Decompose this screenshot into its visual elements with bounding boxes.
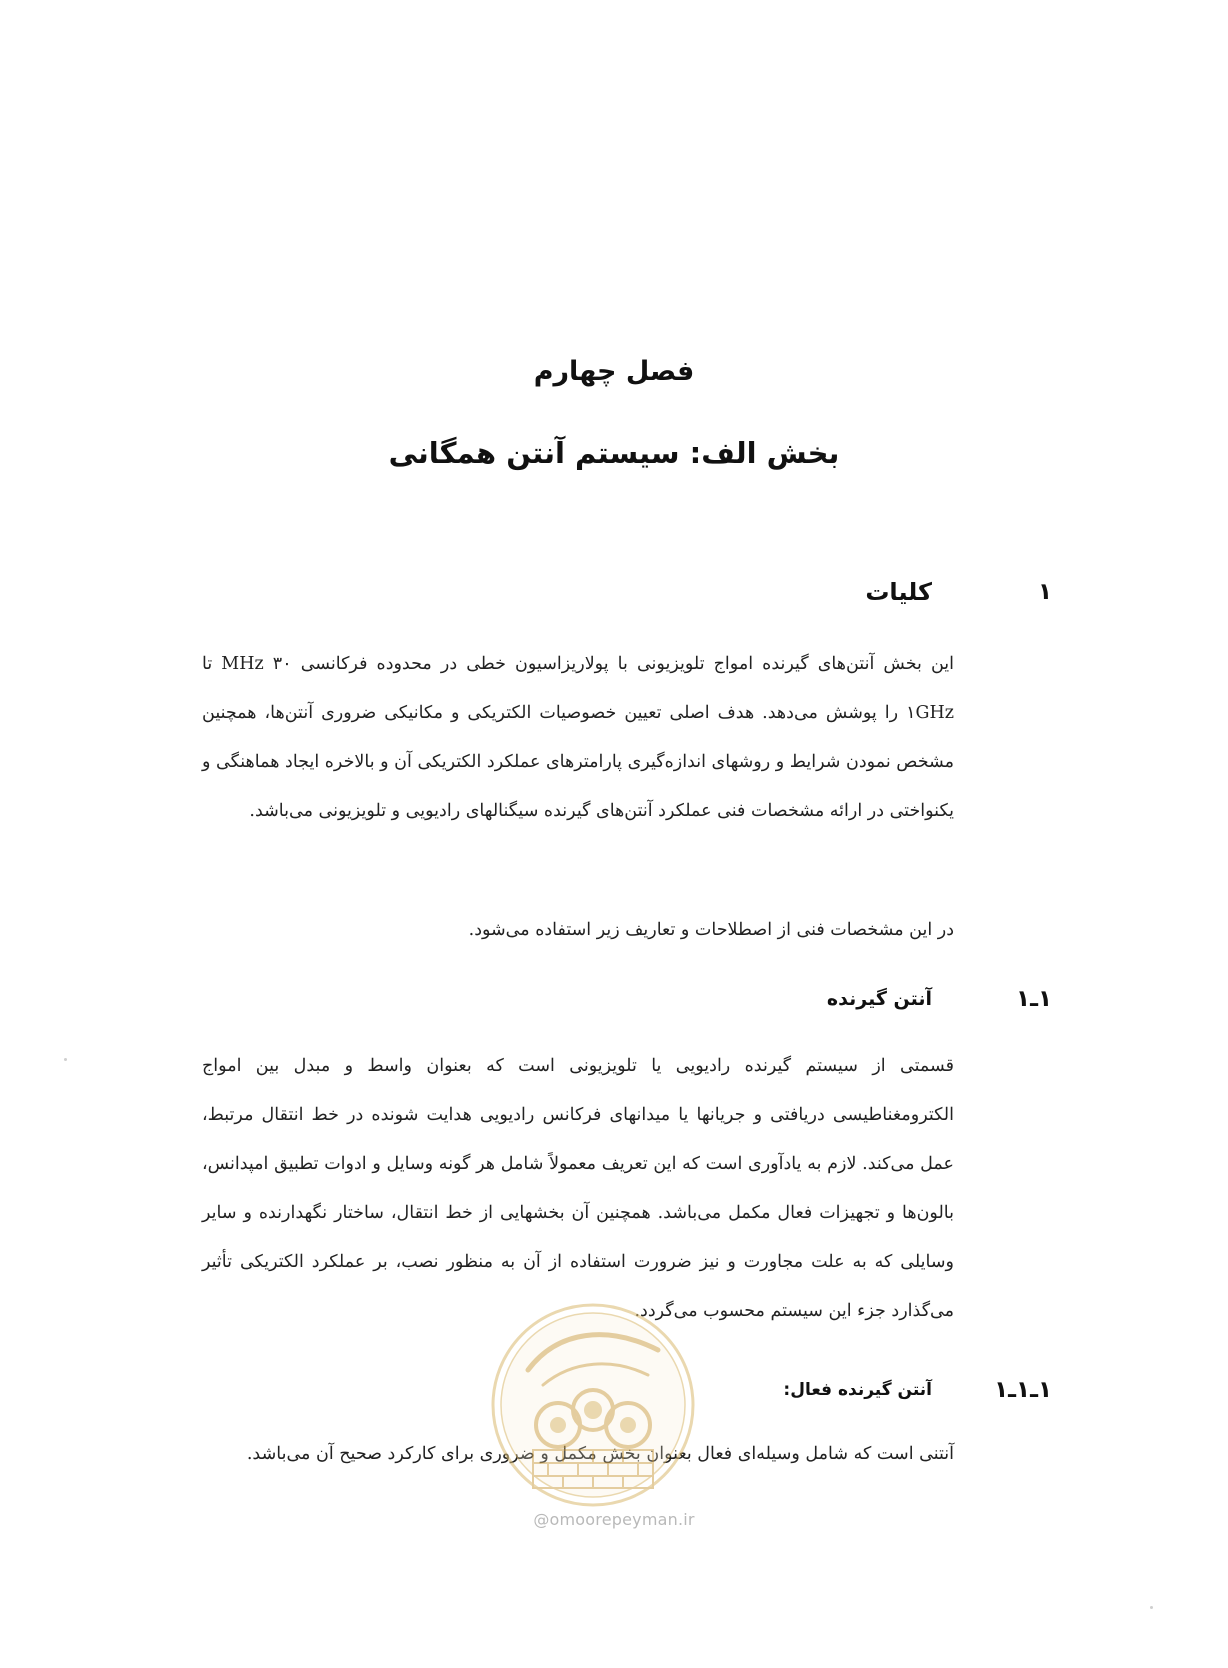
- heading-number: ۱ـ۱: [1016, 986, 1052, 1012]
- heading-number: ۱ـ۱ـ۱: [994, 1377, 1052, 1403]
- heading-title: آنتن گیرنده فعال:: [783, 1380, 932, 1400]
- heading-receiving-antenna: [172, 986, 1052, 1012]
- section-title: بخش الف: سیستم آنتن همگانی: [388, 436, 840, 470]
- watermark-url: @omoorepeyman.ir: [533, 1510, 695, 1529]
- paragraph-intro: این بخش آنتن‌های گیرنده امواج تلویزیونی با پولاریزاسیون خطی در محدوده فرکانسی ۳۰ MHz تا ۱GHz را پوشش می‌دهد. هدف اصلی تعیین خصوصیات الکتریکی و مکانیکی ضروری آنتن‌ها، همچنین مشخص نمودن شرایط و روشهای اندازه‌گیری پارامترهای عملکرد الکتریکی آن و بالاخره ایجاد هماهنگی و یکنواختی در ارائه مشخصات فنی عملکرد آنتن‌های گیرنده سیگنالهای رادیویی و تلویزیونی می‌باشد.: [202, 654, 955, 821]
- scan-speck: [64, 1058, 67, 1061]
- scan-speck: [1150, 1606, 1153, 1609]
- watermark-logo-icon: [488, 1300, 698, 1510]
- paragraph-active-antenna: آنتنی است که شامل وسیله‌ای فعال بعنوان بخش مکمل و ضروری برای کارکرد صحیح آن می‌باشد.: [246, 1444, 954, 1464]
- heading-number: ۱: [1037, 579, 1052, 605]
- paragraph-receiving-antenna: قسمتی از سیستم گیرنده رادیویی یا تلویزیونی است که بعنوان واسط و مبدل بین امواج الکترومغناطیسی دریافتی و جریانها یا میدانهای فرکانس رادیویی هدایت شونده در خط انتقال مرتبط، عمل می‌کند. لازم به یادآوری است که این تعریف معمولاً شامل هر گونه وسایل و ادوات تطبیق امپدانس، بالون‌ها و تجهیزات فعال مکمل می‌باشد. همچنین آن بخشهایی از خط انتقال، ساختار نگهدارنده و سایر وسایلی که به علت مجاورت و نیز ضرورت استفاده از آن به منظور نصب، بر عملکرد الکتریکی تأثیر می‌گذارد جزء این سیستم محسوب می‌گردد.: [202, 1056, 954, 1321]
- paragraph-terms: در این مشخصات فنی از اصطلاحات و تعاریف زیر استفاده می‌شود.: [468, 920, 954, 940]
- heading-title: کلیات: [865, 578, 932, 606]
- heading-general: [172, 578, 1052, 606]
- chapter-title: فصل چهارم: [533, 356, 695, 387]
- heading-title: آنتن گیرنده: [826, 988, 932, 1010]
